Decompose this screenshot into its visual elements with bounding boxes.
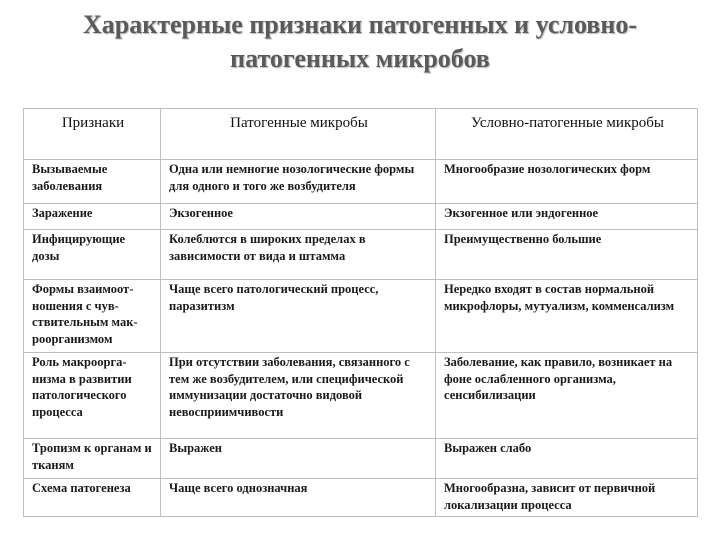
opportunistic-cell: Заболевание, как правило, возникает на фоне ослабленного организма, сенсибилизации bbox=[436, 353, 698, 439]
table-row bbox=[24, 280, 698, 353]
slide-title: Характерные признаки патогенных и условно-патогенных микробов bbox=[83, 10, 637, 73]
pathogenic-cell: Одна или немногие нозологические формы для одного и того же возбудителя bbox=[161, 160, 436, 204]
pathogenic-cell: Экзогенное bbox=[161, 204, 436, 230]
table-row bbox=[24, 439, 698, 479]
opportunistic-cell: Нередко входят в состав нормальной микрофлоры, мутуализм, комменсализм bbox=[436, 280, 698, 353]
pathogenic-cell: Чаще всего однозначная bbox=[161, 479, 436, 517]
feature-cell: Формы взаимоот-ношения с чув-ствительным мак-роорганизмом bbox=[24, 280, 161, 353]
pathogenic-cell: Колеблются в широких пределах в зависимости от вида и штамма bbox=[161, 230, 436, 280]
opportunistic-cell: Многообразна, зависит от первичной локализации процесса bbox=[436, 479, 698, 517]
feature-cell: Роль макроорга-низма в развитии патологического процесса bbox=[24, 353, 161, 439]
table-row bbox=[24, 160, 698, 204]
pathogenic-cell: Чаще всего патологический процесс, паразитизм bbox=[161, 280, 436, 353]
table-row bbox=[24, 479, 698, 517]
pathogenic-cell: Выражен bbox=[161, 439, 436, 479]
column-header-feature: Признаки bbox=[24, 109, 161, 160]
table-row bbox=[24, 353, 698, 439]
feature-cell: Заражение bbox=[24, 204, 161, 230]
opportunistic-cell: Выражен слабо bbox=[436, 439, 698, 479]
comparison-table bbox=[23, 108, 698, 517]
opportunistic-cell: Преимущественно большие bbox=[436, 230, 698, 280]
pathogenic-cell: При отсутствии заболевания, связанного с тем же возбудителем, или специфической иммунизации достаточно видовой невосприимчивости bbox=[161, 353, 436, 439]
column-header-pathogenic: Патогенные микробы bbox=[161, 109, 436, 160]
column-header-opportunistic: Условно-патогенные микробы bbox=[436, 109, 698, 160]
feature-cell: Инфицирующие дозы bbox=[24, 230, 161, 280]
feature-cell: Схема патогенеза bbox=[24, 479, 161, 517]
table-header-row bbox=[24, 109, 698, 160]
opportunistic-cell: Экзогенное или эндогенное bbox=[436, 204, 698, 230]
opportunistic-cell: Многообразие нозологических форм bbox=[436, 160, 698, 204]
table-row bbox=[24, 204, 698, 230]
table-row bbox=[24, 230, 698, 280]
feature-cell: Тропизм к органам и тканям bbox=[24, 439, 161, 479]
feature-cell: Вызываемые заболевания bbox=[24, 160, 161, 204]
